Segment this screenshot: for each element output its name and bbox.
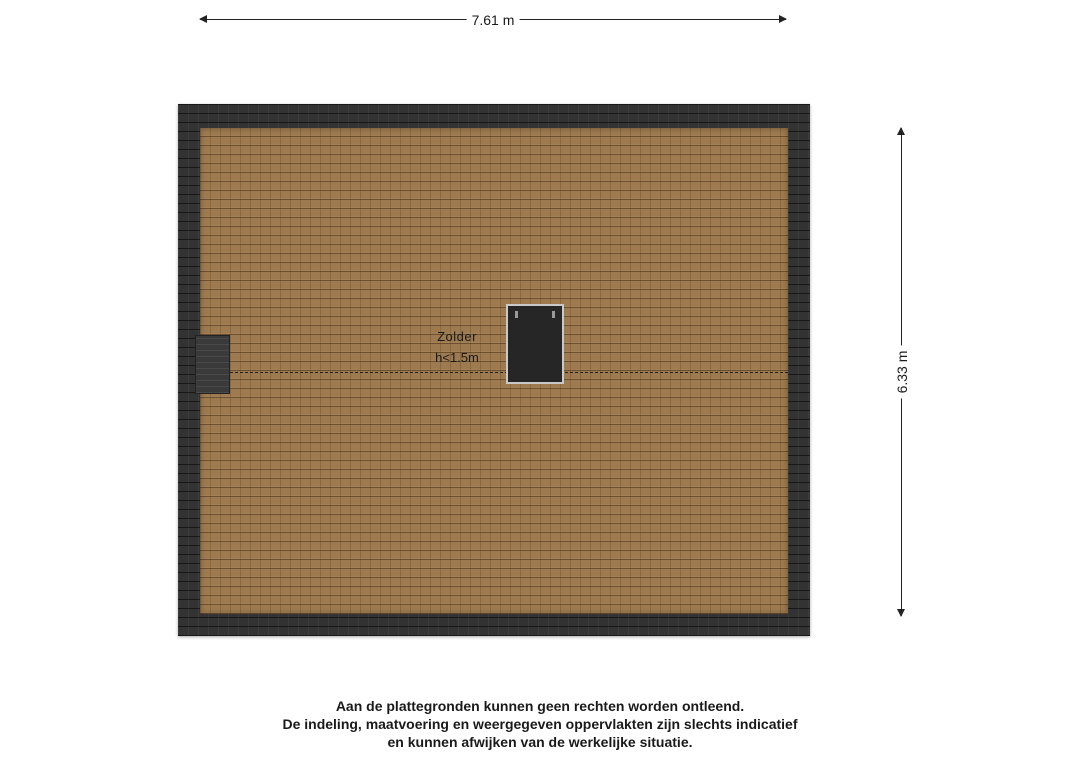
width-label: 7.61 m	[467, 10, 520, 30]
chimney	[196, 336, 229, 393]
disclaimer-line: Aan de plattegronden kunnen geen rechten worden ontleend.	[335, 698, 745, 714]
room-height-note: h<1.5m	[435, 350, 479, 365]
depth-label: 6.33 m	[892, 346, 912, 399]
arrow-right-icon	[779, 15, 787, 23]
disclaimer-line: en kunnen afwijken van de werkelijke situatie.	[387, 734, 693, 750]
hatch-hinge-icon	[552, 311, 555, 318]
hatch-hinge-icon	[515, 311, 518, 318]
room-name: Zolder	[437, 329, 477, 344]
roof-ridge-line	[200, 372, 788, 373]
arrow-up-icon	[897, 127, 905, 135]
width-dimension	[200, 10, 786, 30]
arrow-left-icon	[199, 15, 207, 23]
arrow-down-icon	[897, 609, 905, 617]
disclaimer-line: De indeling, maatvoering en weergegeven oppervlakten zijn slechts indicatief	[282, 716, 798, 732]
depth-dimension	[892, 128, 912, 616]
roof-plan	[178, 104, 810, 636]
disclaimer	[140, 697, 940, 751]
roof-hatch	[506, 304, 564, 384]
roof-tiles	[200, 128, 788, 614]
